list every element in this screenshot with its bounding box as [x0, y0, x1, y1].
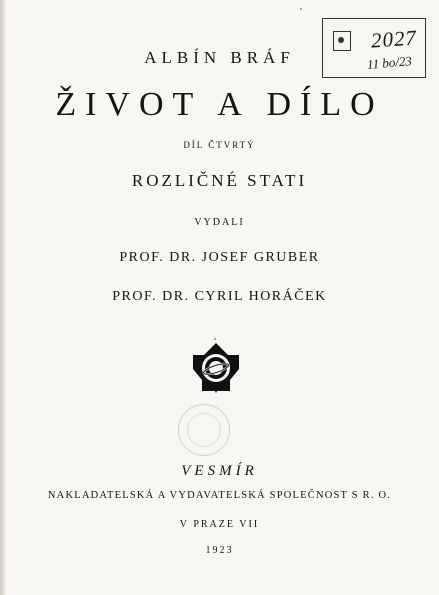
library-stamp-icon	[333, 31, 351, 51]
publisher-name: VESMÍR	[181, 463, 258, 479]
publisher-emblem-icon	[190, 342, 242, 394]
publication-year: 1923	[205, 545, 234, 556]
author-name: ALBÍN BRÁF	[144, 48, 295, 67]
accession-number: 2027	[370, 25, 418, 53]
publication-city: V PRAZE VII	[179, 519, 260, 530]
book-subtitle: ROZLIČNÉ STATI	[131, 171, 308, 190]
accession-note: 11 bo/23	[366, 53, 413, 72]
publisher-full-name: NAKLADATELSKÁ A VYDAVATELSKÁ SPOLEČNOST S R. O.	[47, 490, 392, 501]
edited-by-label: VYDALI	[194, 217, 245, 228]
library-accession-box	[322, 18, 426, 78]
editor-2: PROF. DR. CYRIL HORÁČEK	[112, 289, 327, 304]
library-stamp	[178, 404, 230, 456]
editor-1: PROF. DR. JOSEF GRUBER	[119, 250, 320, 265]
paper-speck	[214, 338, 216, 340]
paper-speck	[300, 8, 302, 10]
volume-label: DÍL ČTVRTÝ	[183, 140, 256, 150]
book-title: ŽIVOT A DÍLO	[55, 86, 384, 123]
